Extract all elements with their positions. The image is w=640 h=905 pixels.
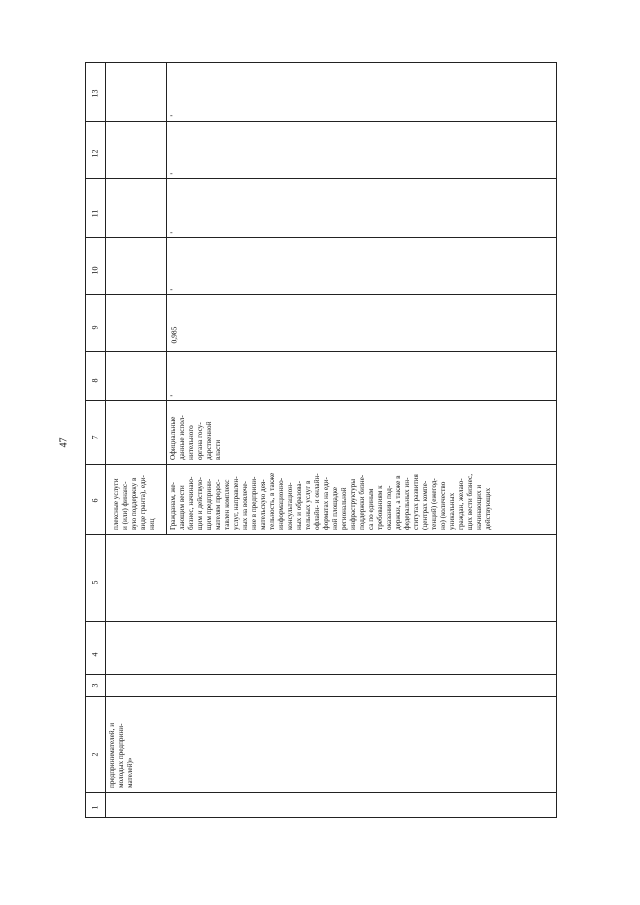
col-border (85, 62, 557, 63)
table-border-right (556, 62, 557, 818)
row2-col12-value: - (170, 169, 173, 178)
col-header-1: 1 (90, 805, 100, 809)
col-border (85, 400, 557, 401)
col-border (85, 817, 557, 818)
col-border (85, 464, 557, 465)
col-border (85, 674, 557, 675)
col-border (85, 237, 557, 238)
col-border (85, 121, 557, 122)
col-header-6: 6 (90, 498, 100, 502)
row2-col10-value: - (170, 285, 173, 294)
col-header-9: 9 (90, 325, 100, 329)
page-number: 47 (58, 437, 70, 447)
col-header-4: 4 (90, 652, 100, 656)
row2-col8-value: - (170, 391, 173, 400)
row2-col13-value: - (170, 111, 173, 120)
col-border (85, 178, 557, 179)
row1-col2-text: предпринимателей, и молодых предприни- мателей)» (108, 722, 134, 788)
col-border (85, 792, 557, 793)
col-header-3: 3 (90, 683, 100, 687)
col-header-13: 13 (90, 89, 100, 97)
col-header-10: 10 (90, 266, 100, 274)
col-header-7: 7 (90, 435, 100, 439)
row2-col7-text: Официальные данные испол- нительного органа госу- дарственной власти (169, 415, 222, 460)
col-header-8: 8 (90, 378, 100, 382)
row-border (166, 62, 167, 534)
col-header-11: 11 (90, 209, 100, 217)
table-border-left (85, 62, 86, 818)
indicator-table (85, 62, 557, 818)
row2-col11-value: - (170, 228, 173, 237)
col-header-2: 2 (90, 752, 100, 756)
col-border (85, 621, 557, 622)
col-border (85, 696, 557, 697)
col-header-5: 5 (90, 580, 100, 584)
col-border (85, 351, 557, 352)
col-border (85, 294, 557, 295)
row2-col6-text: Гражданам, же- лающим вести бизнес, начинаю- щим и действую- щим предприни- мателям предос- тавлен комплекс услуг, направлен- ных на вовлече- ние в предприни- мательскую дея- тельность, в также информационно- консультацион- ных и образова- тельных услуг в офлайн- и онлайн- форматах на еди- ной площадке региональной инфраструктуры поддержки бизне- са по единым требованиям к оказанию под- держки, а также в федеральных ин- ститутах развития (центрах компе- тенций) (ежегод- но) (количество уникальных граждан, желаю- щих вести бизнес, начинающих и действующих (169, 472, 492, 530)
col-header-12: 12 (90, 149, 100, 157)
row2-col9-value: 0,985 (169, 326, 179, 344)
row1-col6-text: плексные услуги и (или) финанс- вую поддержку в виде гранта), еди- ниц (112, 475, 156, 530)
header-border (105, 62, 106, 818)
